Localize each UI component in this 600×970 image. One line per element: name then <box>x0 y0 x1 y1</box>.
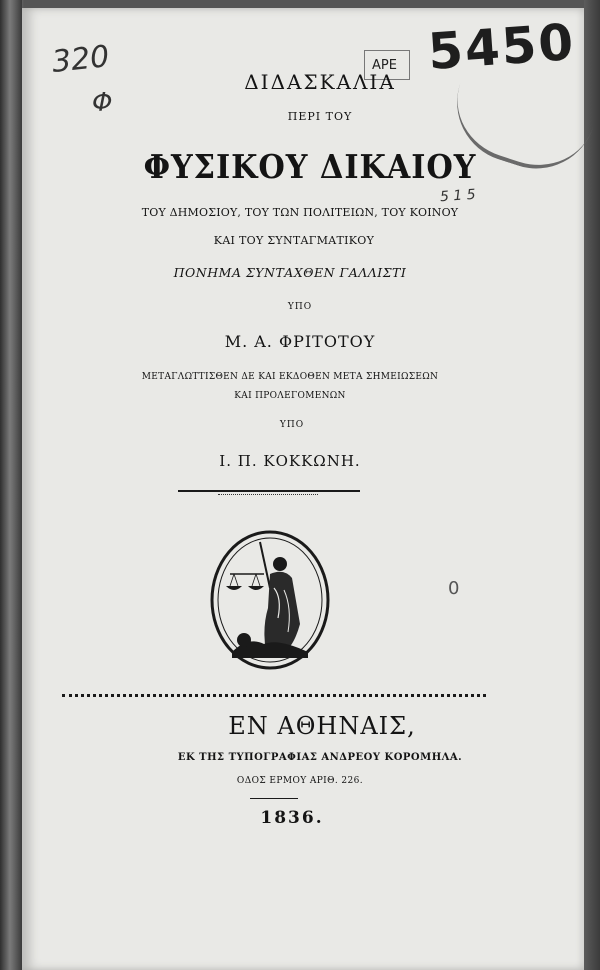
justice-figure-medallion-icon <box>208 528 332 672</box>
ape-stamp-text: ΑΡΕ <box>372 58 397 73</box>
translation-note-2: ΚΑΙ ΠΡΟΛΕΓΟΜΕΝΩΝ <box>234 391 346 401</box>
short-rule <box>250 798 298 799</box>
subtitle-line-2: ΚΑΙ ΤΟΥ ΣΥΝΤΑΓΜΑΤΙΚΟΥ <box>213 234 375 247</box>
translation-note-1: ΜΕΤΑΓΛΩΤΤΙΣΘΕΝ ΔΕ ΚΑΙ ΕΚΔΟΘΕΝ ΜΕΤΑ ΣΗΜΕΙΩΣΕΩΝ <box>141 372 439 382</box>
handwritten-shelf-number: 320 <box>50 39 111 80</box>
author-name: Μ. Α. ΦΡΙΤΟΤΟΥ <box>224 332 376 351</box>
translator-name: Ι. Π. ΚΟΚΚΩΝΗ. <box>219 452 361 470</box>
handwritten-catalog-number: 5450 <box>426 12 578 82</box>
publication-place: ΕΝ ΑΘΗΝΑΙΣ, <box>228 712 416 740</box>
by-label-2: ΥΠΟ <box>279 420 305 430</box>
handwritten-side-note: 5 1 5 <box>439 186 477 206</box>
printer-line: ΕΚ ΤΗΣ ΤΥΠΟΓΡΑΦΙΑΣ ΑΝΔΡΕΟΥ ΚΟΡΟΜΗΛΑ. <box>177 752 463 763</box>
subtitle-italic: ΠΟΝΗΜΑ ΣΥΝΤΑΧΘΕΝ ΓΑΛΛΙΣΤΙ <box>173 265 407 280</box>
publication-year: 1836. <box>260 808 324 828</box>
subtitle-line-1: ΤΟΥ ΔΗΜΟΣΙΟΥ, ΤΟΥ ΤΩΝ ΠΟΛΙΤΕΙΩΝ, ΤΟΥ ΚΟΙΝΟΥ <box>141 206 459 219</box>
by-label-1: ΥΠΟ <box>287 302 313 312</box>
main-title: ΦΥΣΙΚΟΥ ΔΙΚΑΙΟΥ <box>143 147 477 186</box>
title-peri-tou: ΠΕΡΙ ΤΟΥ <box>287 110 353 123</box>
printer-address: ΟΔΟΣ ΕΡΜΟΥ ΑΡΙΘ. 226. <box>236 776 364 786</box>
title-didaskalia: ΔΙΔΑΣΚΑΛΙΑ <box>244 70 396 94</box>
handwritten-phi-mark: Φ <box>92 88 113 118</box>
decorative-rule <box>178 490 360 492</box>
handwritten-zero-mark: 0 <box>448 578 460 599</box>
dotted-divider <box>62 694 486 697</box>
